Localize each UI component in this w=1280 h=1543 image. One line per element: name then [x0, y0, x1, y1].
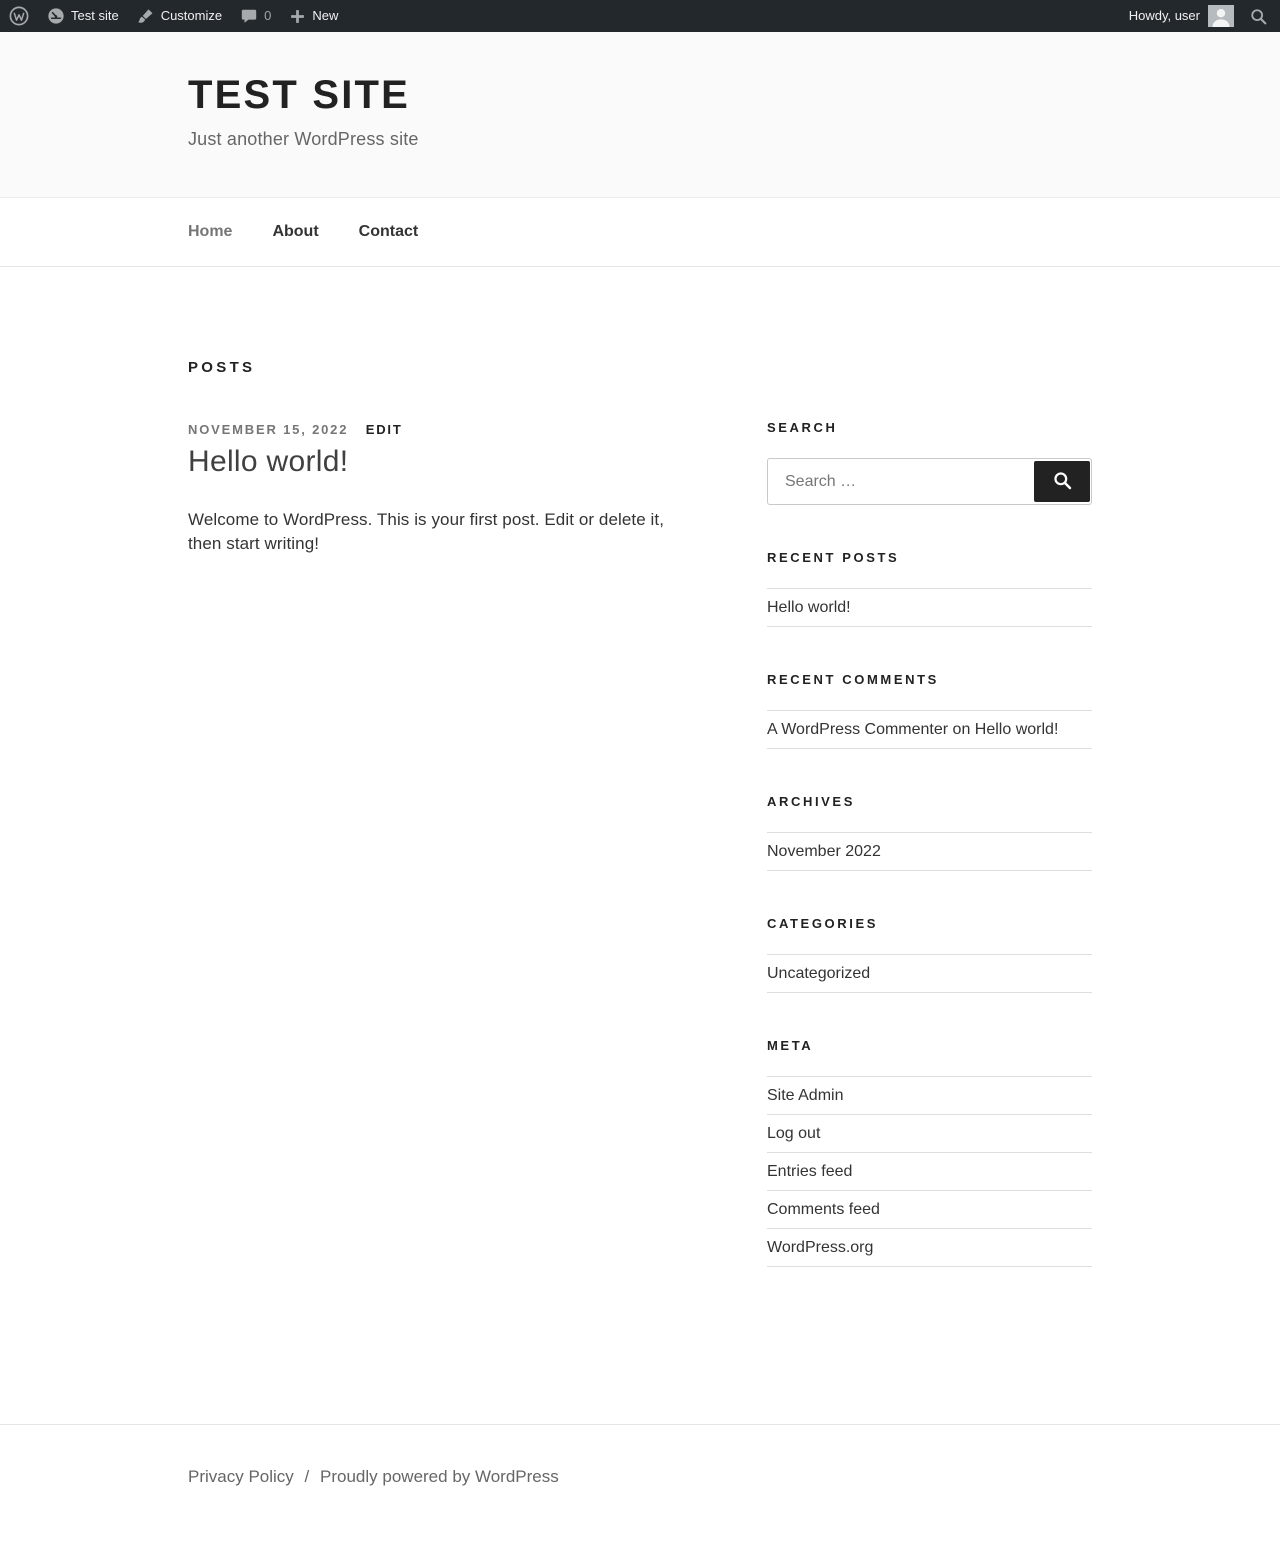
recent-post-link[interactable]: Hello world!	[767, 599, 851, 616]
comment-bubble-icon	[240, 7, 258, 25]
wordpress-logo-menu[interactable]	[0, 0, 38, 32]
wordpress-logo-icon	[9, 6, 29, 26]
comment-post-link[interactable]: Hello world!	[974, 721, 1059, 738]
powered-by-link[interactable]: Proudly powered by WordPress	[320, 1467, 559, 1486]
comment-connector: on	[952, 721, 971, 738]
search-widget-title: SEARCH	[767, 420, 838, 435]
privacy-policy-link[interactable]: Privacy Policy	[188, 1467, 294, 1486]
admin-bar-right	[1120, 0, 1280, 32]
post-date[interactable]: NOVEMBER 15, 2022	[188, 422, 349, 437]
search-icon	[1249, 7, 1268, 26]
posts-column	[188, 359, 688, 1312]
meta-wordpress-org-link[interactable]: WordPress.org	[767, 1239, 874, 1256]
list-item	[767, 1115, 1092, 1153]
customize-label: Customize	[160, 8, 223, 23]
site-name-menu[interactable]	[38, 0, 128, 32]
new-content-menu[interactable]	[280, 0, 347, 32]
my-account-menu[interactable]	[1120, 0, 1243, 32]
categories-title: CATEGORIES	[767, 916, 878, 931]
site-tagline: Just another WordPress site	[188, 129, 419, 149]
user-avatar	[1208, 5, 1234, 27]
recent-posts-widget	[767, 550, 1092, 627]
recent-comments-title: RECENT COMMENTS	[767, 672, 939, 687]
recent-comments-widget	[767, 672, 1092, 749]
list-item	[767, 1229, 1092, 1267]
post-title-link[interactable]: Hello world!	[188, 445, 349, 478]
archives-widget	[767, 794, 1092, 871]
recent-posts-title: RECENT POSTS	[767, 550, 900, 565]
archives-title: ARCHIVES	[767, 794, 855, 809]
list-item	[767, 955, 1092, 993]
list-item	[767, 833, 1092, 871]
site-name-label: Test site	[71, 8, 119, 23]
wp-admin-bar	[0, 0, 1280, 32]
post-body: Welcome to WordPress. This is your first post. Edit or delete it, then start writing!	[188, 510, 665, 554]
search-button-icon	[1052, 470, 1073, 494]
site-content	[188, 267, 1092, 1312]
archive-link[interactable]: November 2022	[767, 843, 881, 860]
meta-entries-feed-link[interactable]: Entries feed	[767, 1163, 853, 1180]
comment-author-link[interactable]: A WordPress Commenter	[767, 721, 949, 738]
site-title[interactable]: TEST SITE	[188, 73, 411, 117]
category-link[interactable]: Uncategorized	[767, 965, 871, 982]
site-footer	[0, 1424, 1280, 1543]
plus-icon	[289, 8, 306, 25]
search-widget	[767, 420, 1092, 505]
dashboard-gauge-icon	[47, 7, 65, 25]
meta-widget	[767, 1038, 1092, 1267]
post-title	[188, 444, 688, 480]
customize-menu[interactable]	[128, 0, 231, 32]
site-header	[0, 32, 1280, 198]
nav-item-home-wrap	[188, 198, 232, 266]
list-item	[767, 1077, 1092, 1115]
meta-site-admin-link[interactable]: Site Admin	[767, 1087, 844, 1104]
meta-comments-feed-link[interactable]: Comments feed	[767, 1201, 880, 1218]
howdy-label: Howdy, user	[1128, 8, 1200, 23]
post-meta	[188, 422, 688, 437]
admin-bar-left	[0, 0, 347, 32]
list-item	[767, 1191, 1092, 1229]
comments-menu[interactable]	[231, 0, 280, 32]
meta-log-out-link[interactable]: Log out	[767, 1125, 821, 1142]
main-navigation	[0, 198, 1280, 267]
page-title: POSTS	[188, 359, 256, 376]
comments-count: 0	[264, 8, 272, 23]
nav-item-contact[interactable]: Contact	[358, 223, 419, 240]
categories-widget	[767, 916, 1092, 993]
nav-item-contact-wrap	[359, 198, 419, 266]
brush-icon	[137, 7, 155, 25]
search-form	[767, 458, 1092, 505]
new-label: New	[312, 8, 339, 23]
list-item	[767, 1153, 1092, 1191]
nav-item-home[interactable]: Home	[188, 223, 233, 240]
meta-title: META	[767, 1038, 814, 1053]
admin-search-toggle[interactable]	[1243, 0, 1280, 32]
list-item	[767, 711, 1092, 749]
search-submit-button[interactable]	[1034, 461, 1090, 502]
post-article	[188, 422, 688, 556]
nav-item-about[interactable]: About	[272, 223, 319, 240]
list-item	[767, 589, 1092, 627]
edit-post-link[interactable]: EDIT	[365, 422, 403, 437]
sidebar	[767, 359, 1092, 1312]
nav-item-about-wrap	[272, 198, 318, 266]
footer-separator: /	[304, 1467, 310, 1486]
